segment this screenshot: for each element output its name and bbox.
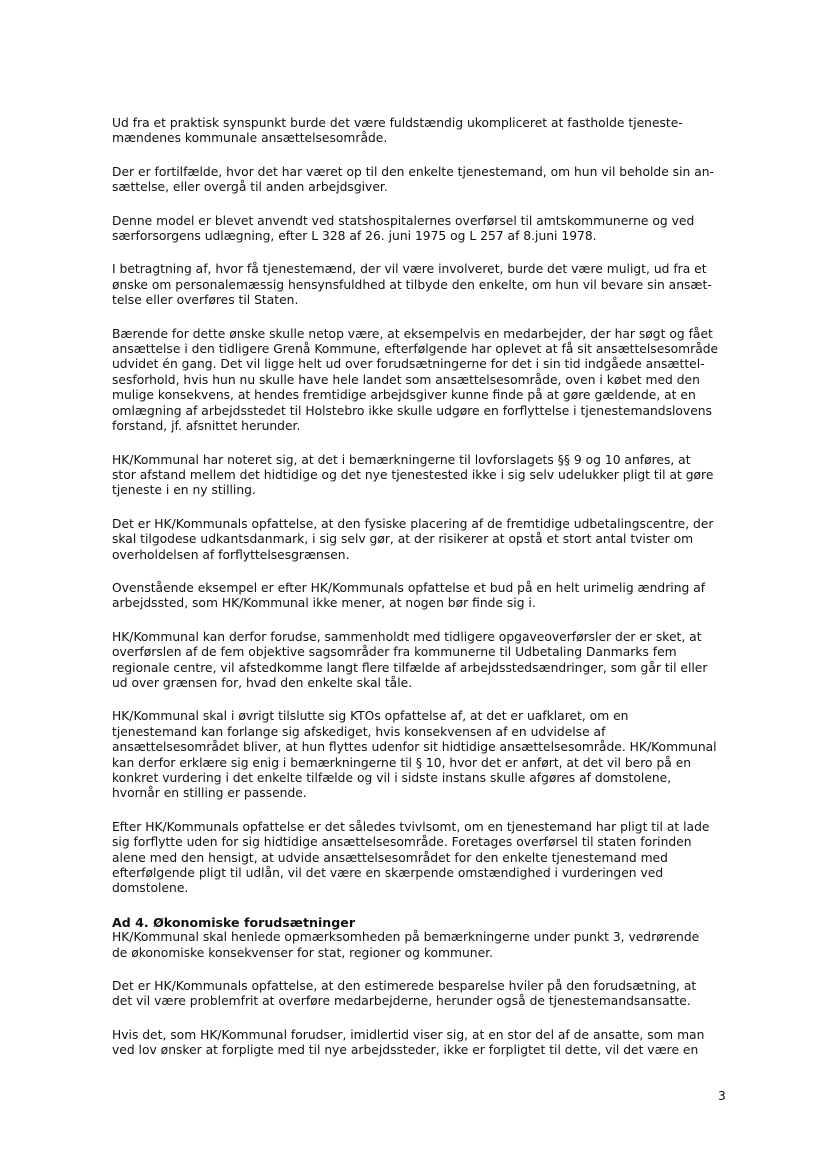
page-number: 3 [718, 1089, 726, 1103]
paragraph-1: Ud fra et praktisk synspunkt burde det være fuldstændig ukompliceret at fastholde tjeneste- mændenes kommunale ansættelsesområde. [112, 116, 683, 146]
paragraph-11: Efter HK/Kommunals opfattelse er det således tvivlsomt, om en tjenestemand har pligt til at lade sig forflytte uden for sig hidtidige ansættelsesområde. Foretages overførsel til staten forinden alene med den hensigt, at udvide ansættelsesområdet for den enkelte tjenestemand med efterfølgende pligt til udlån, vil det være en skærpende omstændighed i vurderingen ved domstolene. [112, 819, 710, 896]
section-paragraph-1: HK/Kommunal skal henlede opmærksomheden på bemærkningerne under punkt 3, vedrørende de økonomiske konsekvenser for stat, regioner og kommuner. [112, 930, 700, 960]
paragraph-3: Denne model er blevet anvendt ved statshospitalernes overførsel til amtskommunerne og ved særforsorgens udlægning, efter L 328 af 26. juni 1975 og L 257 af 8.juni 1978. [112, 213, 695, 244]
paragraph-5: Bærende for dette ønske skulle netop være, at eksempelvis en medarbejder, der har søgt og fået ansættelse i den tidligere Grenå Kommune, efterfølgende har oplevet at få sit ansættelsesområde udvidet én gang. Det vil ligge helt ud over forudsætningerne for det i sin tid indgåede ansættel- sesforhold, hvis hun nu skulle have hele landet som ansættelsesområde, oven i købet med den mulige konsekvens, at hendes fremtidige arbejdsgiver kunne finde på at gøre gældende, at en omlægning af arbejdsstedet til Holstebro ikke skulle udgøre en forflyttelse i tjenestemandslovens forstand, jf. afsnittet herunder. [112, 326, 719, 434]
paragraph-7: Det er HK/Kommunals opfattelse, at den fysiske placering af de fremtidige udbetalingscentre, der skal tilgodese udkantsdanmark, i sig selv gør, at der risikerer at opstå et stort antal tvister om overholdelsen af forflyttelsesgrænsen. [112, 516, 714, 562]
section-paragraph-3: Hvis det, som HK/Kommunal forudser, imidlertid viser sig, at en stor del af de ansatte, som man ved lov ønsker at forpligte med til nye arbejdssteder, ikke er forpligtet til dette, vil det være en [112, 1027, 705, 1058]
section-paragraph-2: Det er HK/Kommunals opfattelse, at den estimerede besparelse hviler på den forudsætning, at det vil være problemfrit at overføre medarbejderne, herunder også de tjenestemandsansatte. [112, 979, 697, 1009]
paragraph-4: I betragtning af, hvor få tjenestemænd, der vil være involveret, burde det være muligt, ud fra et ønske om personalemæssig hensynsfuldhed at tilbyde den enkelte, om hun vil bevare sin ansæt- telse eller overføres til Staten. [112, 262, 712, 308]
paragraph-10: HK/Kommunal skal i øvrigt tilslutte sig KTOs opfattelse af, at det er uafklaret, om en tjenestemand kan forlange sig afskediget, hvis konsekvensen af en udvidelse af ansættelsesområdet bliver, at hun flyttes udenfor sit hidtidige ansættelsesområde. HK/Kommunal kan derfor erklære sig enig i bemærkningerne til § 10, hvor det er anført, at det vil bero på en konkret vurdering i det enkelte tilfælde og vil i sidste instans skulle afgøres af domstolene, hvornår en stilling er passende. [112, 709, 717, 801]
paragraph-8: Ovenstående eksempel er efter HK/Kommunals opfattelse et bud på en helt urimelig ændring af arbejdssted, som HK/Kommunal ikke mener, at nogen bør finde sig i. [112, 580, 706, 611]
section-heading: Ad 4. Økonomiske forudsætninger [112, 914, 356, 930]
paragraph-2: Der er fortilfælde, hvor det har været op til den enkelte tjenestemand, om hun vil beholde sin an- sættelse, eller overgå til anden arbejdsgiver. [112, 164, 714, 195]
paragraph-6: HK/Kommunal har noteret sig, at det i bemærkningerne til lovforslagets §§ 9 og 10 anføres, at stor afstand mellem det hidtidige og det nye tjenestested ikke i sig selv udelukker pligt til at gøre tjeneste i en ny stilling. [112, 452, 714, 498]
paragraph-9: HK/Kommunal kan derfor forudse, sammenholdt med tidligere opgaveoverførsler der er sket, at overførslen af de fem objektive sagsområder fra kommunerne til Udbetaling Danmarks fem regionale centre, vil afstedkomme langt flere tilfælde af arbejdsstedsændringer, som går til eller ud over grænsen for, hvad den enkelte skal tåle. [112, 629, 708, 690]
document-body [112, 116, 742, 1077]
